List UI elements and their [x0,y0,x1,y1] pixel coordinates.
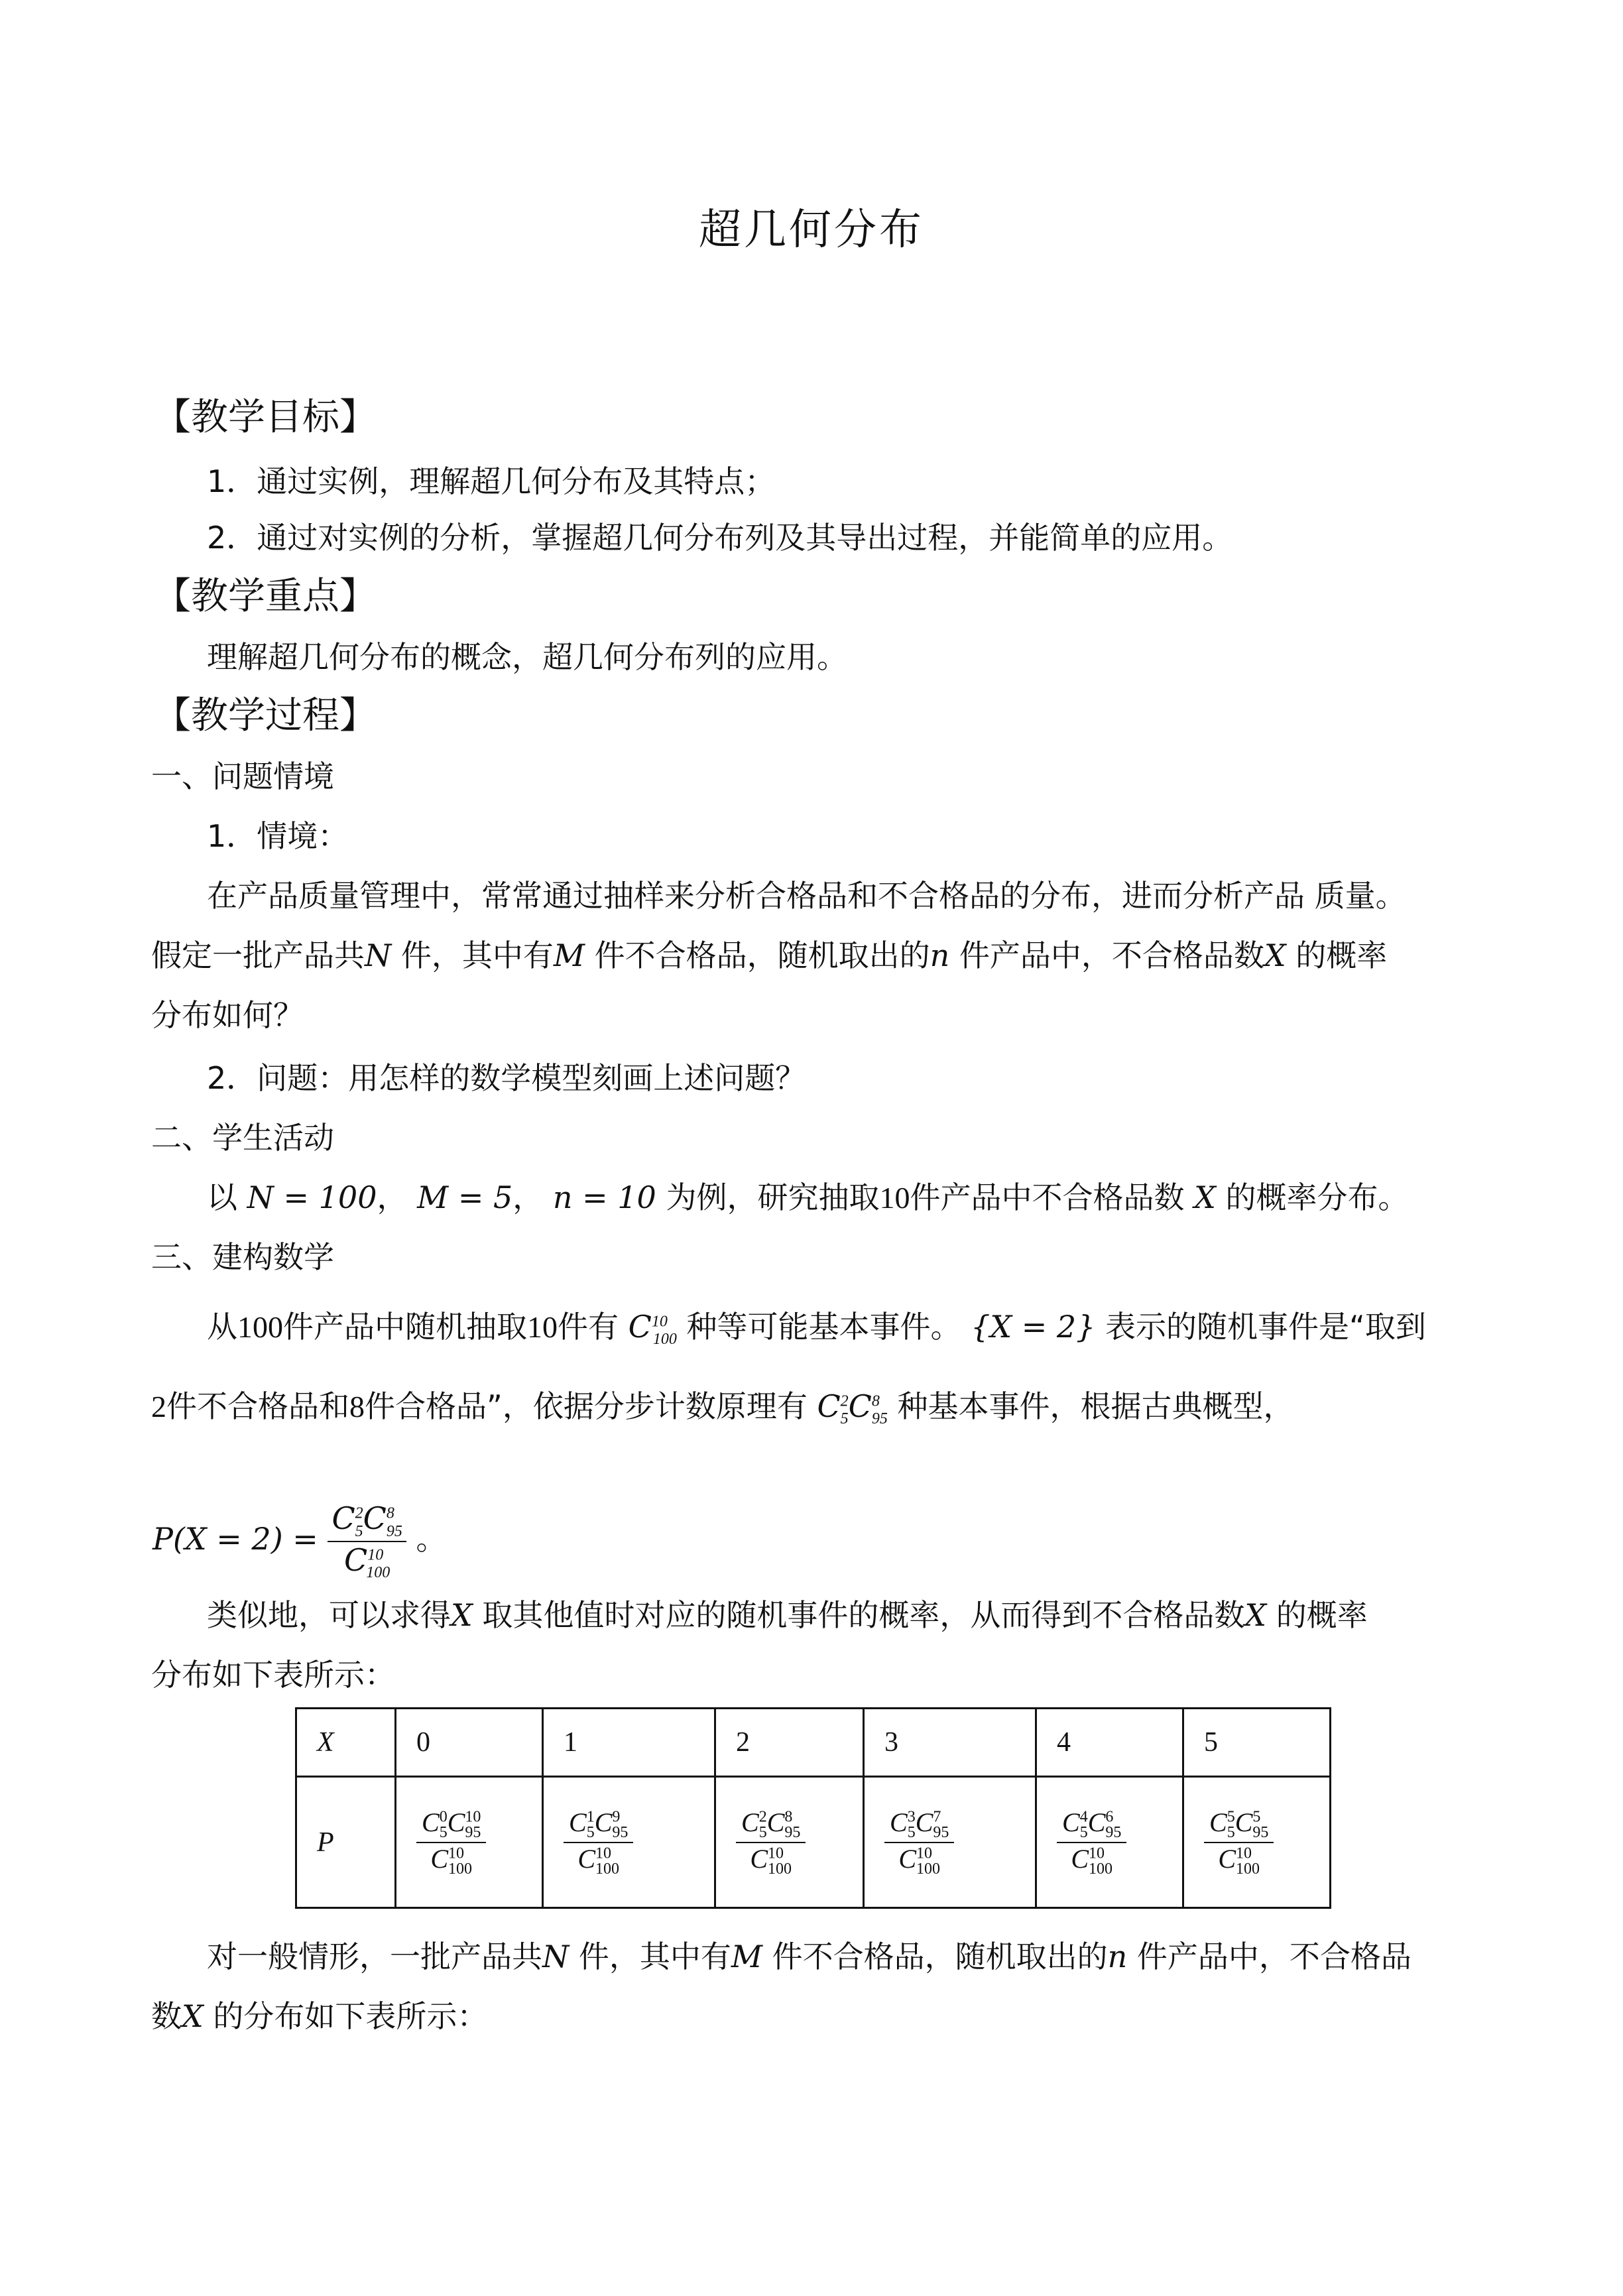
page-title: 超几何分布 [699,206,924,255]
situation-paragraph-line3: 分布如何？ [151,997,304,1033]
focus-text: 理解超几何分布的概念，超几何分布列的应用。 [207,639,847,675]
table-row-p [296,1777,1331,1908]
p-value-cell: $\frac{C^2_5C^8_{95}}{C^{10}_{100}}$ [715,1777,864,1908]
var-N: N [365,937,392,973]
p-value-cell: $\frac{C^1_5C^9_{95}}{C^{10}_{100}}$ [543,1777,715,1908]
combination-C100-10: $C^{10}_{100}$ [628,1309,677,1349]
situation-paragraph-line1: 在产品质量管理中，常常通过抽样来分析合格品和不合格品的分布，进而分析产品 质量。 [207,878,1406,914]
goal-item-2: 2．通过对实例的分析，掌握超几何分布列及其导出过程，并能简单的应用。 [207,520,1233,556]
var-X: X [1264,937,1286,973]
activity-text: 以 N = 100， M = 5， n = 10 为例，研究抽取10件产品中不合格品数 X 的概率分布。 [207,1179,1409,1215]
general-paragraph-line2: 数X 的分布如下表所示： [151,1998,488,2034]
formula-fraction: $\frac{C^2_5C^8_{95}}{C^{10}_{100}}$ [328,1500,406,1581]
situation-label: 1．情境： [207,818,349,854]
x-value-cell: 1 [543,1709,715,1777]
event-X-equals-2: {X = 2} [971,1309,1096,1345]
p-value-cell: $\frac{C^5_5C^5_{95}}{C^{10}_{100}}$ [1183,1777,1331,1908]
x-value-cell: 5 [1183,1709,1331,1777]
x-value-cell: 0 [396,1709,543,1777]
eq-n-10: n = 10 [552,1179,656,1215]
section-student-activity: 二、学生活动 [151,1120,334,1156]
p-header-cell: P [296,1777,396,1908]
general-paragraph-line1: 对一般情形，一批产品共N 件，其中有M 件不合格品，随机取出的n 件产品中，不合格品 [207,1939,1412,1974]
x-value-cell: 3 [864,1709,1036,1777]
probability-formula: P(X = 2) = $\frac{C^2_5C^8_{95}}{C^{10}_{100}}$ 。 [152,1500,447,1581]
x-value-cell: 4 [1036,1709,1183,1777]
p-value-cell: $\frac{C^0_5C^{10}_{95}}{C^{10}_{100}}$ [396,1777,543,1908]
situation-paragraph-line2: 假定一批产品共N 件，其中有M 件不合格品，随机取出的n 件产品中，不合格品数X 的概率 [151,937,1388,973]
goal-item-1: 1．通过实例，理解超几何分布及其特点； [207,463,776,499]
build-paragraph-line1: 从100件产品中随机抽取10件有 $C^{10}_{100}$ 种等可能基本事件。 {X = 2} 表示的随机事件是“取到 [207,1309,1426,1349]
p-value-cell: $\frac{C^3_5C^7_{95}}{C^{10}_{100}}$ [864,1777,1036,1908]
distribution-table [295,1707,1331,1909]
var-M: M [553,937,585,973]
combination-C5-2-C95-8: $C^2_5C^8_{95}$ [817,1388,888,1428]
similar-paragraph-line2: 分布如下表所示： [151,1657,395,1693]
question-text: 2．问题：用怎样的数学模型刻画上述问题？ [207,1060,806,1096]
section-build-math: 三、建构数学 [151,1239,334,1275]
x-value-cell: 2 [715,1709,864,1777]
var-n: n [930,937,950,973]
heading-teaching-process: 【教学过程】 [154,694,377,737]
heading-teaching-goal: 【教学目标】 [154,396,377,439]
similar-paragraph-line1: 类似地，可以求得X 取其他值时对应的随机事件的概率，从而得到不合格品数X 的概率 [207,1597,1368,1633]
build-paragraph-line2: 2件不合格品和8件合格品”，依据分步计数原理有 $C^2_5C^8_{95}$ 种基本事件，根据古典概型， [151,1388,1294,1428]
heading-teaching-focus: 【教学重点】 [154,575,377,618]
eq-M-5: M = 5 [417,1179,513,1215]
eq-N-100: N = 100 [247,1179,377,1215]
p-value-cell: $\frac{C^4_5C^6_{95}}{C^{10}_{100}}$ [1036,1777,1183,1908]
x-header-cell: X [296,1709,396,1777]
section-problem-situation: 一、问题情境 [151,758,334,794]
table-row-x [296,1709,1331,1777]
